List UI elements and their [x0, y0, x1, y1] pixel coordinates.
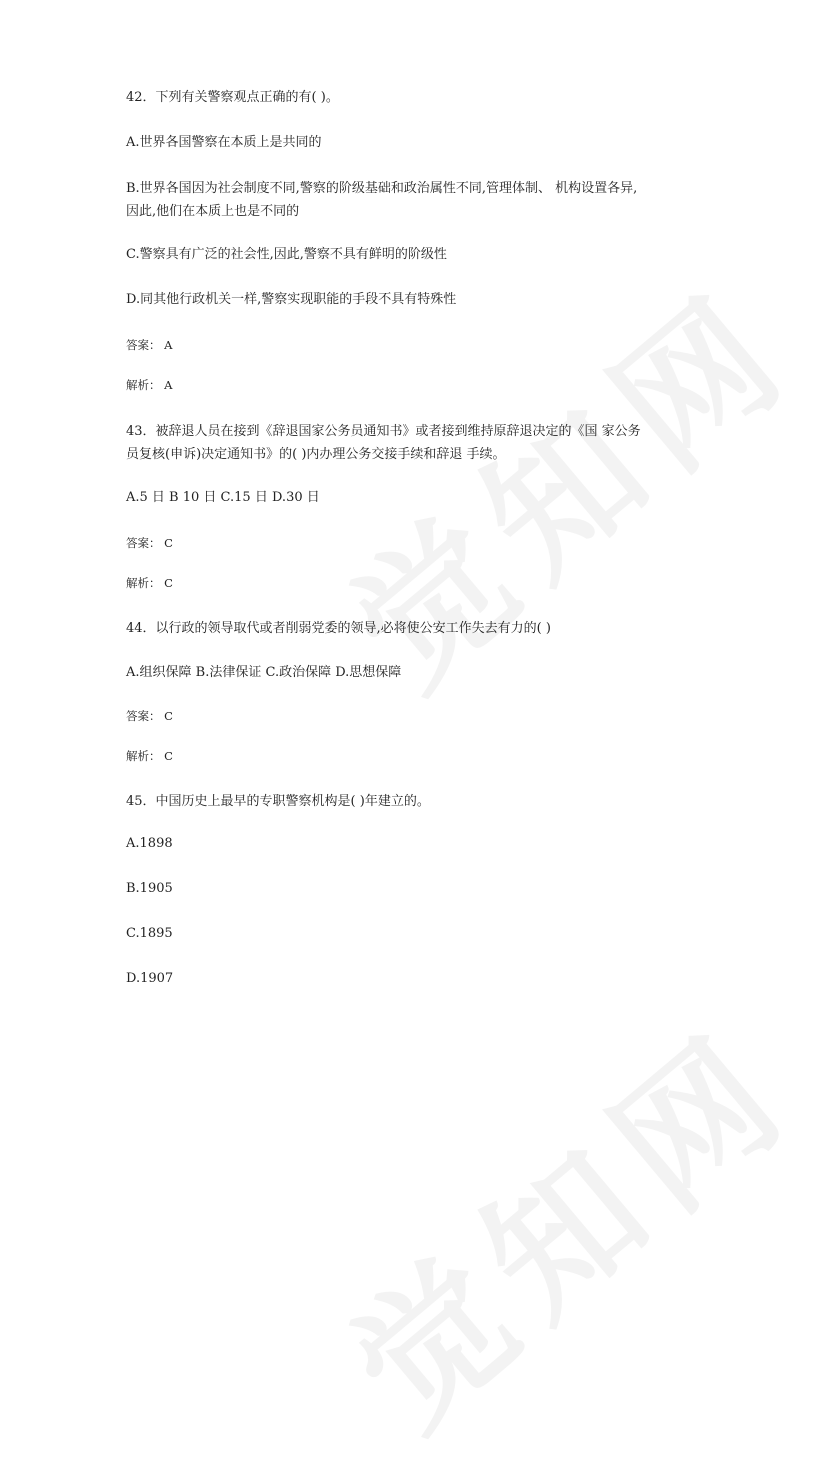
question-45-option-b: B.1905 [126, 881, 173, 896]
question-43-stem-cont: 员复核(申诉)决定通知书》的( )内办理公务交接手续和辞退 手续。 [126, 447, 506, 462]
question-45-stem: 45．中国历史上最早的专职警察机构是( )年建立的。 [126, 794, 430, 809]
question-45-option-a: A.1898 [126, 836, 173, 851]
question-44-stem: 44．以行政的领导取代或者削弱党委的领导,必将使公安工作失去有力的( ) [126, 621, 551, 636]
question-44-options: A.组织保障 B.法律保证 C.政治保障 D.思想保障 [126, 665, 402, 680]
question-43-analysis: 解析： C [126, 576, 173, 590]
question-44-analysis: 解析： C [126, 749, 173, 763]
question-43-options: A.5 日 B 10 日 C.15 日 D.30 日 [126, 490, 320, 505]
question-43-answer: 答案： C [126, 536, 173, 550]
question-42-stem: 42．下列有关警察观点正确的有( )。 [126, 90, 339, 105]
question-42-option-b: B.世界各国因为社会制度不同,警察的阶级基础和政治属性不同,管理体制、 机构设置各异, [126, 181, 638, 196]
question-42-option-d: D.同其他行政机关一样,警察实现职能的手段不具有特殊性 [126, 292, 457, 307]
watermark [300, 972, 830, 1465]
question-42-analysis: 解析： A [126, 378, 173, 392]
question-42-option-b-cont: 因此,他们在本质上也是不同的 [126, 204, 300, 219]
question-43-stem: 43．被辞退人员在接到《辞退国家公务员通知书》或者接到维持原辞退决定的《国 家公务 [126, 424, 641, 439]
question-42-answer: 答案： A [126, 338, 173, 352]
question-44-answer: 答案： C [126, 709, 173, 723]
question-45-option-d: D.1907 [126, 971, 174, 986]
question-42-option-a: A.世界各国警察在本质上是共同的 [126, 135, 322, 150]
question-45-option-c: C.1895 [126, 926, 173, 941]
question-42-option-c: C.警察具有广泛的社会性,因此,警察不具有鲜明的阶级性 [126, 247, 447, 262]
